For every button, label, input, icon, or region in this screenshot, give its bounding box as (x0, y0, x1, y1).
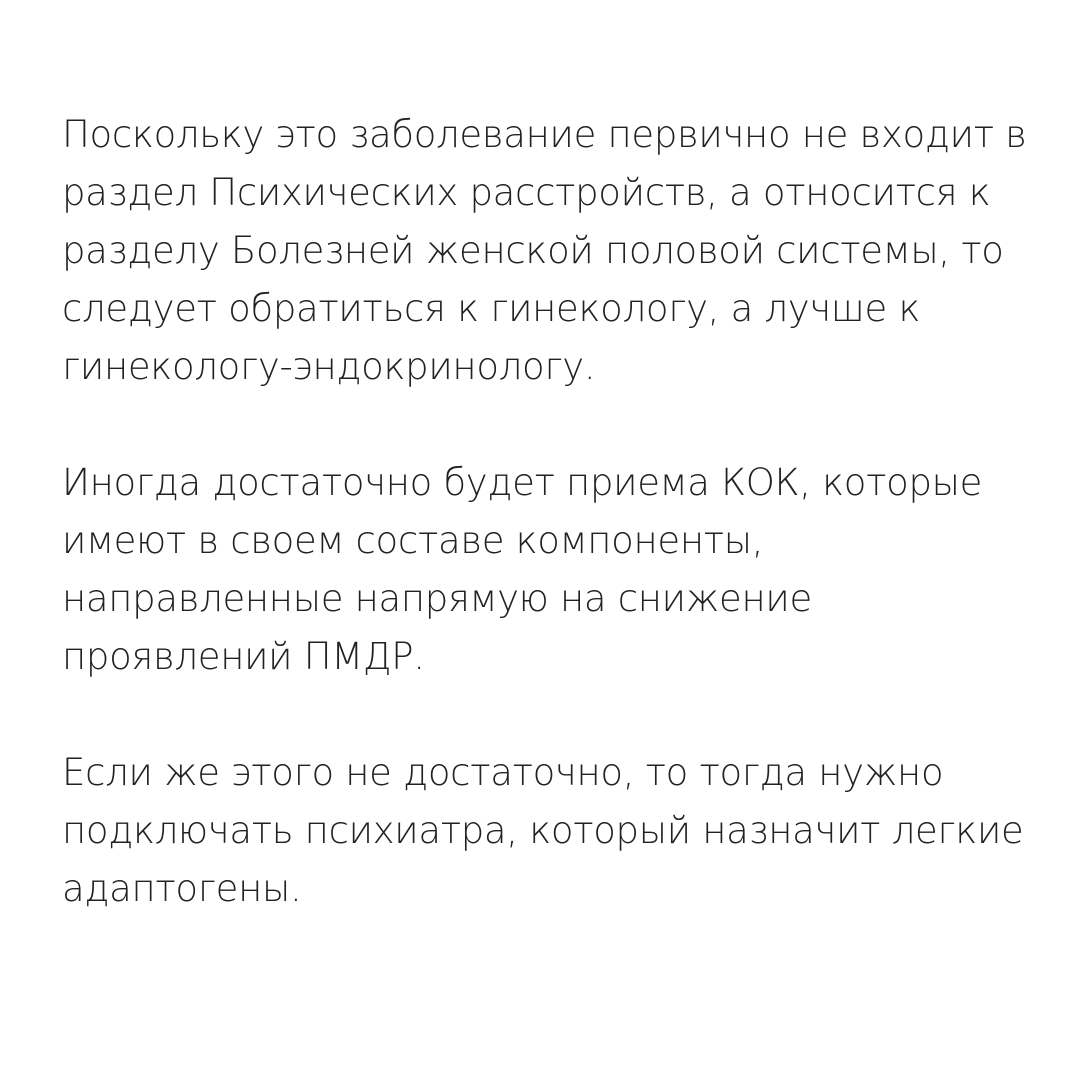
paragraph-psychiatrist (62, 744, 1052, 918)
text-line: раздел Психических расстройств, а относится к (62, 171, 991, 214)
text-line: Поскольку это заболевание первично не входит в (62, 113, 1027, 156)
text-line: направленные напрямую на снижение (62, 577, 812, 620)
paragraph-gynecologist (62, 106, 1052, 396)
text-line: разделу Болезней женской половой системы, то (62, 229, 1004, 272)
paragraph-kok (62, 454, 1052, 686)
article-text (62, 106, 1052, 918)
text-line: гинекологу-эндокринологу. (62, 345, 596, 388)
text-line: Иногда достаточно будет приема КОК, которые (62, 461, 983, 504)
text-line: Если же этого не достаточно, то тогда нужно (62, 751, 944, 794)
text-line: адаптогены. (62, 867, 302, 910)
text-line: подключать психиатра, который назначит легкие (62, 809, 1024, 852)
text-line: имеют в своем составе компоненты, (62, 519, 764, 562)
text-line: проявлений ПМДР. (62, 635, 425, 678)
text-line: следует обратиться к гинекологу, а лучше к (62, 287, 921, 330)
